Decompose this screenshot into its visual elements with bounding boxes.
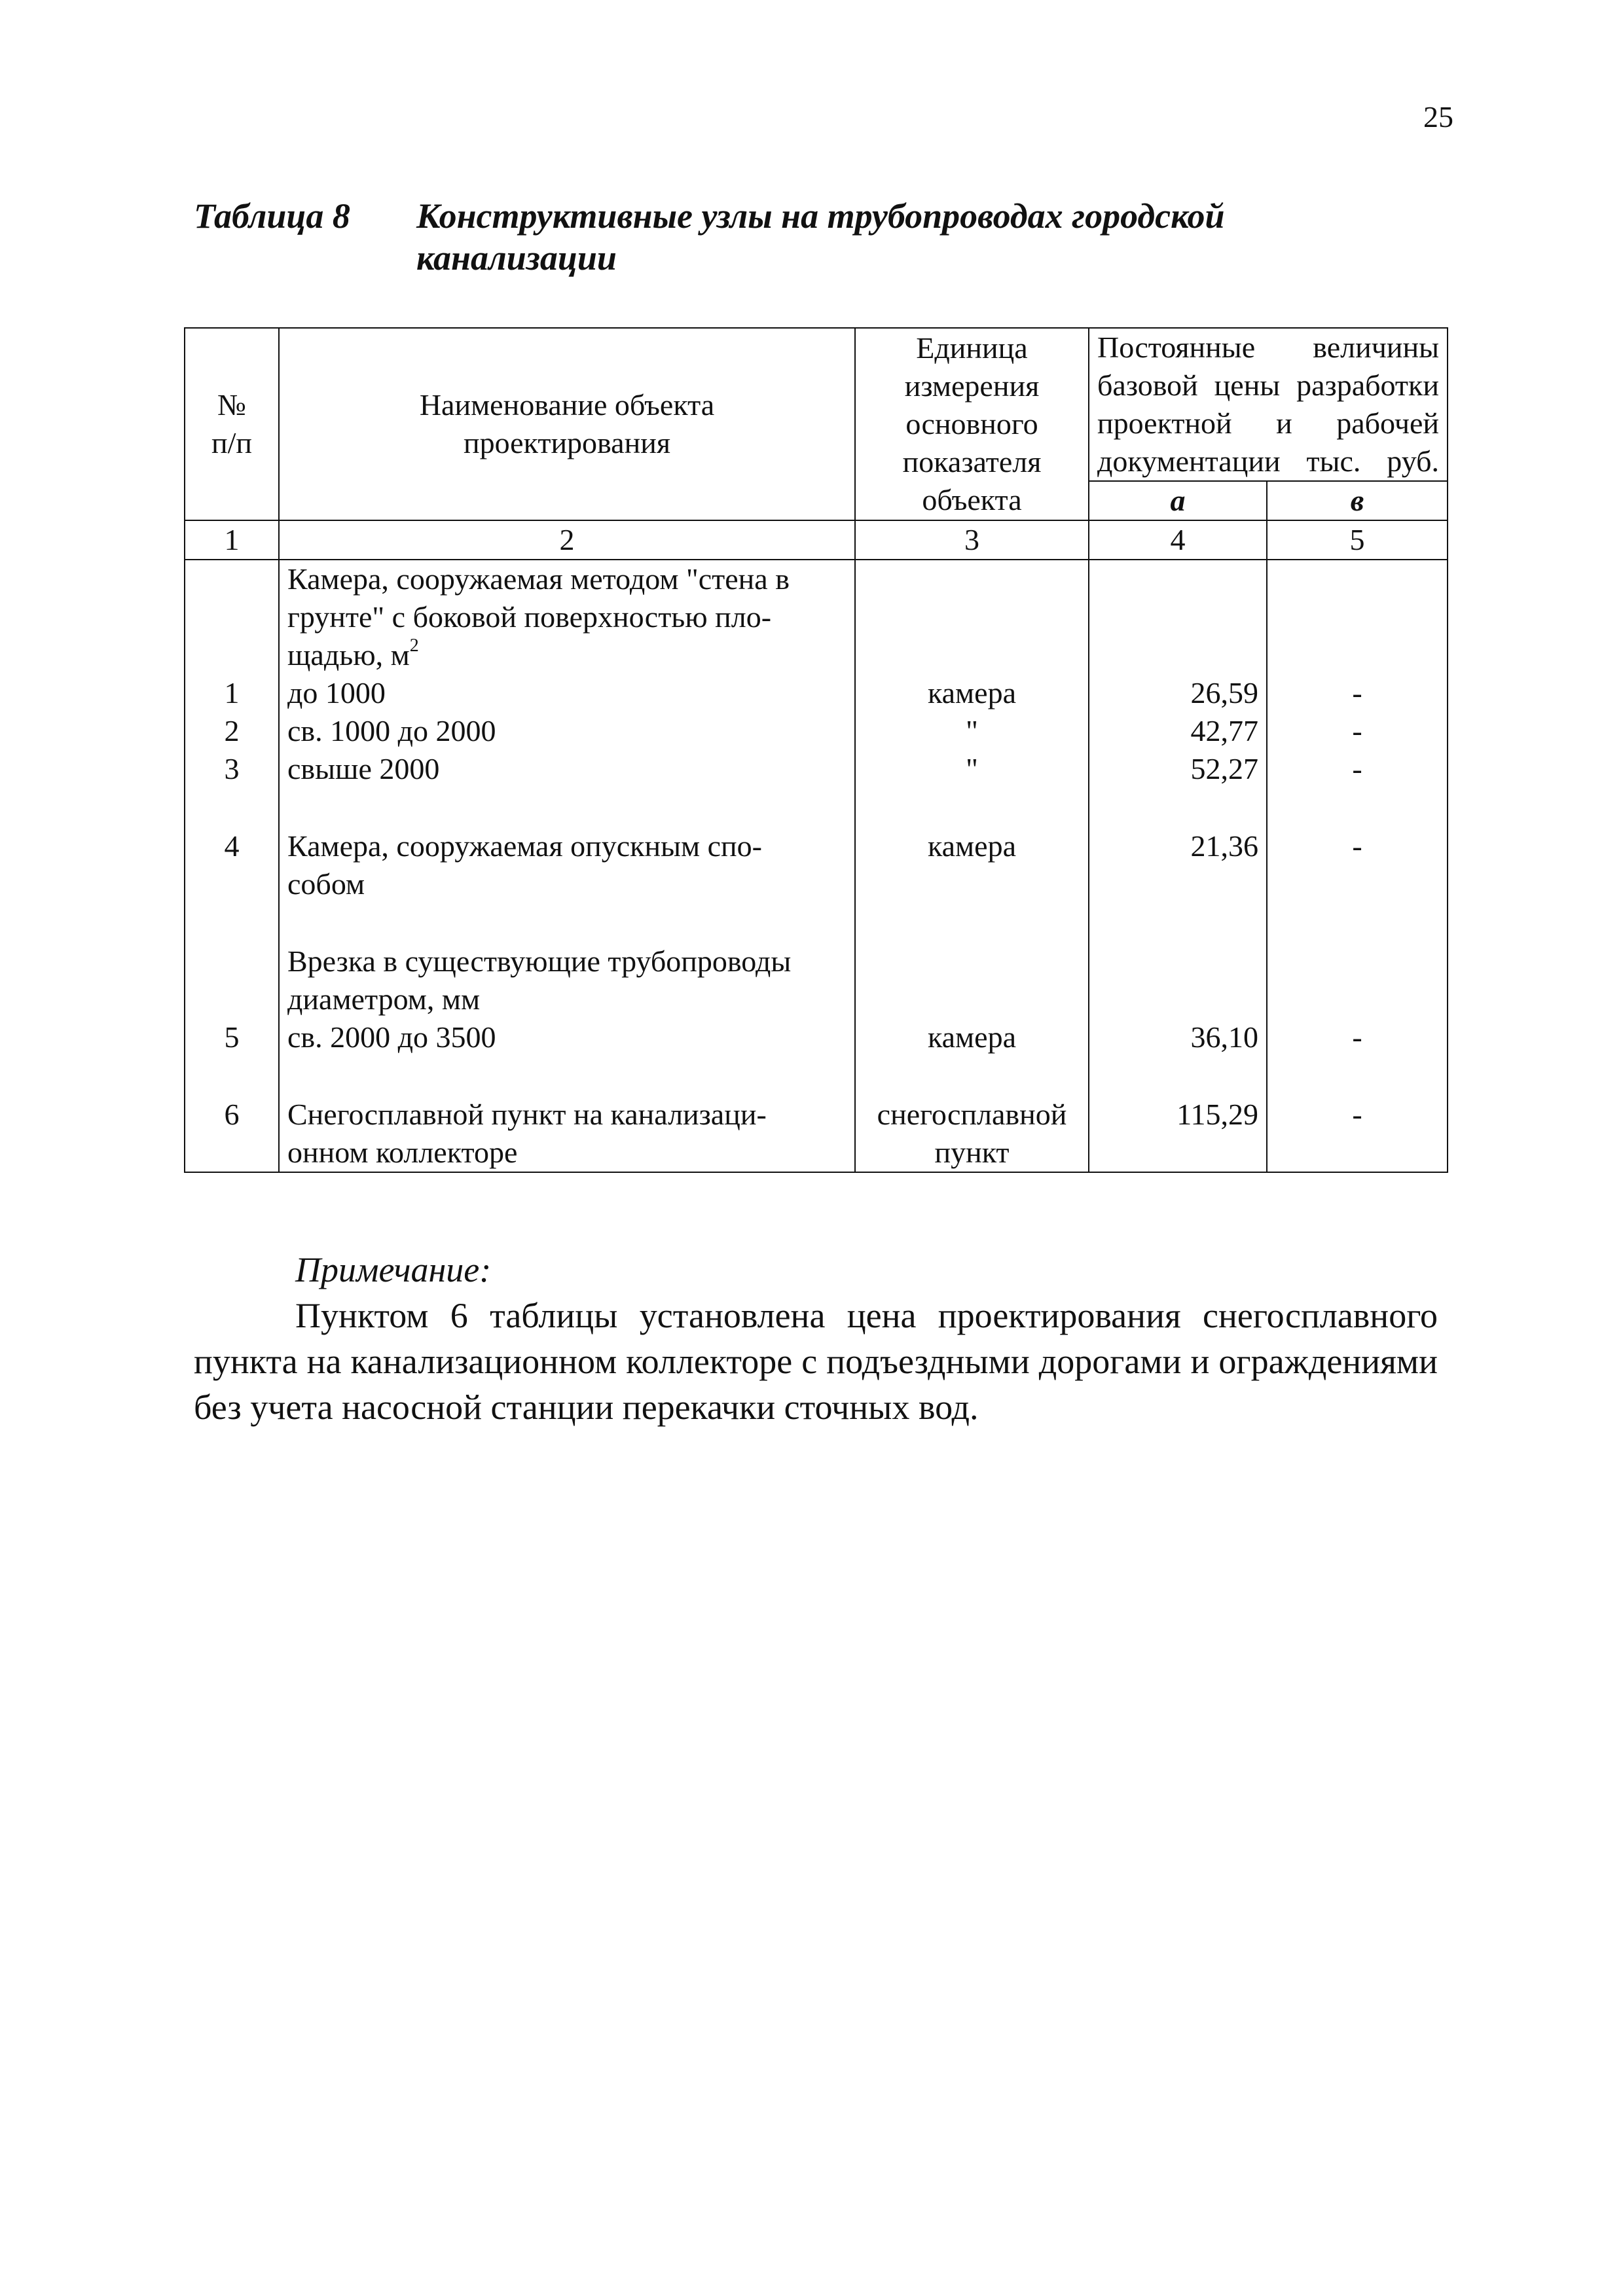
table-row: 2 св. 1000 до 2000 " 42,77 - [185,712,1448,750]
col-number-5: 5 [1267,520,1448,560]
group1-title: Камера, сооружаемая методом "стена в грунте" с боковой поверхностью пло- щадью, $м^2$ [279,560,855,674]
page-number: 25 [1423,100,1453,134]
header-sub-b: в [1267,481,1448,520]
table-row: 4 Камера, сооружаемая опускным спо- собом камера 21,36 - [185,827,1448,903]
table-row: 5 св. 2000 до 3500 камера 36,10 - [185,1018,1448,1056]
col-number-4: 4 [1089,520,1267,560]
header-num: № п/п [185,328,279,520]
table-title: Конструктивные узлы на трубопроводах городской канализации [416,196,1225,278]
col-number-3: 3 [855,520,1089,560]
header-name: Наименование объекта проектирования [279,328,855,520]
col-number-1: 1 [185,520,279,560]
col-number-2: 2 [279,520,855,560]
note [194,1247,1438,1430]
table-row: 3 свыше 2000 " 52,27 - [185,750,1448,788]
group-title-row [185,560,1448,674]
table-label: Таблица 8 [194,196,350,236]
note-body: Пунктом 6 таблицы установлена цена проектирования снегосплавного пункта на канализационном коллекторе с подъездными дорогами и ограждениями без учета насосной станции перекачки сточных вод. [194,1296,1438,1427]
group-title-row: Врезка в существующие трубопроводы диаметром, мм [185,942,1448,1018]
price-table [184,327,1448,1173]
table-row: 6 Снегосплавной пункт на канализаци- онном коллекторе снегосплавной пункт 115,29 - [185,1096,1448,1172]
note-label: Примечание: [295,1250,492,1289]
header-unit: Единица измерения основного показателя объекта [855,328,1089,520]
table-row: 1 до 1000 камера 26,59 - [185,674,1448,712]
header-sub-a: а [1089,481,1267,520]
header-constants: Постоянные величины базовой цены разработки проектной и рабочей документации тыс. руб. [1089,328,1448,481]
